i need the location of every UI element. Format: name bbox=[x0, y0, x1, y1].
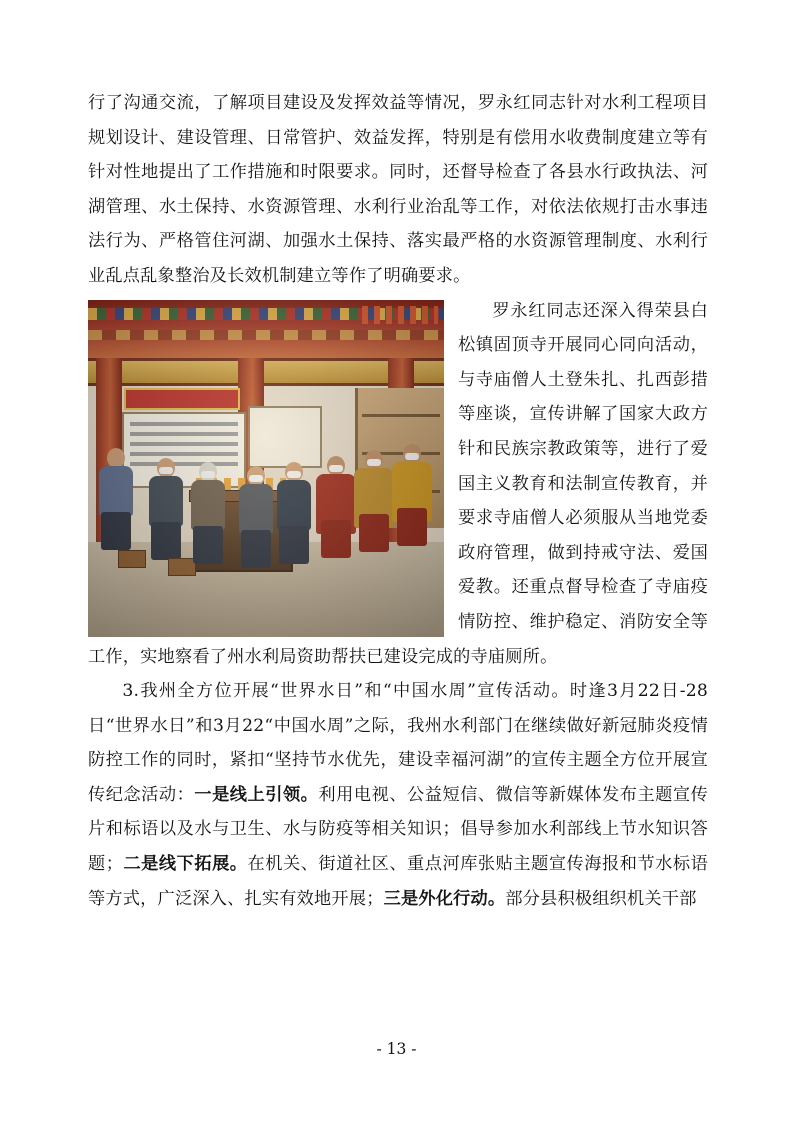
paragraph-3-segment-1: 3.我州全方位开展“世界水日”和“中国水周”宣传活动。时逢3月22日-28日“世界水日”和3月22“中国水周”之际，我州水利部门在继续做好新冠肺炎疫情防控工作的同时，紧扣“坚持节水优先，建设幸福河湖”的宣传主题全方位开展宣传纪念活动： bbox=[88, 681, 708, 805]
photo-person-legs bbox=[359, 514, 389, 552]
photo-person-body bbox=[239, 484, 273, 534]
photo-person-mask bbox=[249, 475, 263, 482]
photo-person-mask bbox=[159, 467, 173, 474]
paragraph-2: 罗永红同志还深入得荣县白松镇固顶寺开展同心同向活动，与寺庙僧人土登朱扎、扎西彭措等座谈，宣传讲解了国家大政方针和民族宗教政策等，进行了爱国主义教育和法制宣传教育，并要求寺庙僧人必须服从当地党委政府管理，做到持戒守法、爱国爱教。还重点督导检查了寺庙疫情防控、维护稳定、消防安全等工作，实地察看了州水利局资助帮扶已建设完成的寺庙厕所。 bbox=[88, 300, 708, 667]
photo-stool-1 bbox=[118, 550, 146, 568]
meeting-photo bbox=[88, 300, 444, 637]
photo-noticeboard bbox=[122, 412, 246, 488]
photo-person-mask bbox=[329, 465, 343, 472]
photo-person-mask bbox=[405, 453, 419, 460]
paragraph-1: 行了沟通交流，了解项目建设及发挥效益等情况，罗永红同志针对水利工程项目规划设计、建设管理、日常管护、效益发挥，特别是有偿用水收费制度建立等有针对性地提出了工作措施和时限要求。同时，还督导检查了各县水行政执法、河湖管理、水土保持、水资源管理、水利行业治乱等工作，对依法依规打击水事违法行为、严格管住河湖、加强水土保持、落实最严格的水资源管理制度、水利行业乱点乱象整治及长效机制建立等作了明确要求。 bbox=[88, 93, 708, 286]
photo-person-body bbox=[277, 480, 311, 530]
photo-person-legs bbox=[321, 520, 351, 558]
photo-bottles bbox=[362, 306, 438, 324]
paragraph-3-segment-2: 利用电视、公益短信、微信等新媒体发布主题宣传片和标语以及水与卫生、水与防疫等相关知识；倡导参加水利部线上节水知识答题； bbox=[88, 784, 709, 875]
photo-person-body bbox=[191, 480, 225, 530]
paragraph-3-segment-3: 在机关、街道社区、重点河库张贴主题宣传海报和节水标语等方式，广泛深入、扎实有效地开展； bbox=[88, 854, 709, 909]
figure-container bbox=[88, 300, 444, 637]
photo-stool-2 bbox=[168, 558, 196, 576]
photo-person-body bbox=[99, 466, 133, 516]
photo-person-mask bbox=[367, 459, 381, 466]
photo-person-legs bbox=[101, 512, 131, 550]
photo-person-mask bbox=[201, 471, 215, 478]
paragraph-3-segment-4: 部分县积极组织机关干部 bbox=[505, 888, 697, 909]
photo-banner bbox=[124, 388, 240, 410]
photo-person-mask bbox=[287, 471, 301, 478]
paragraph-3-bold-3: 三是外化行动。 bbox=[383, 888, 506, 909]
photo-person-legs bbox=[241, 530, 271, 568]
photo-noticeboard-secondary bbox=[248, 406, 322, 468]
page-content bbox=[88, 86, 708, 916]
photo-person-legs bbox=[279, 526, 309, 564]
photo-person-legs bbox=[397, 508, 427, 546]
photo-person-legs bbox=[151, 522, 181, 560]
paragraph-3-bold-1: 一是线上引领。 bbox=[194, 784, 319, 805]
paragraph-3-bold-2: 二是线下拓展。 bbox=[123, 854, 248, 875]
page-number: - 13 - bbox=[376, 1040, 417, 1058]
paragraph-3 bbox=[88, 674, 708, 916]
photo-person-body bbox=[149, 476, 183, 526]
photo-person-head bbox=[107, 448, 125, 468]
photo-person-legs bbox=[193, 526, 223, 564]
